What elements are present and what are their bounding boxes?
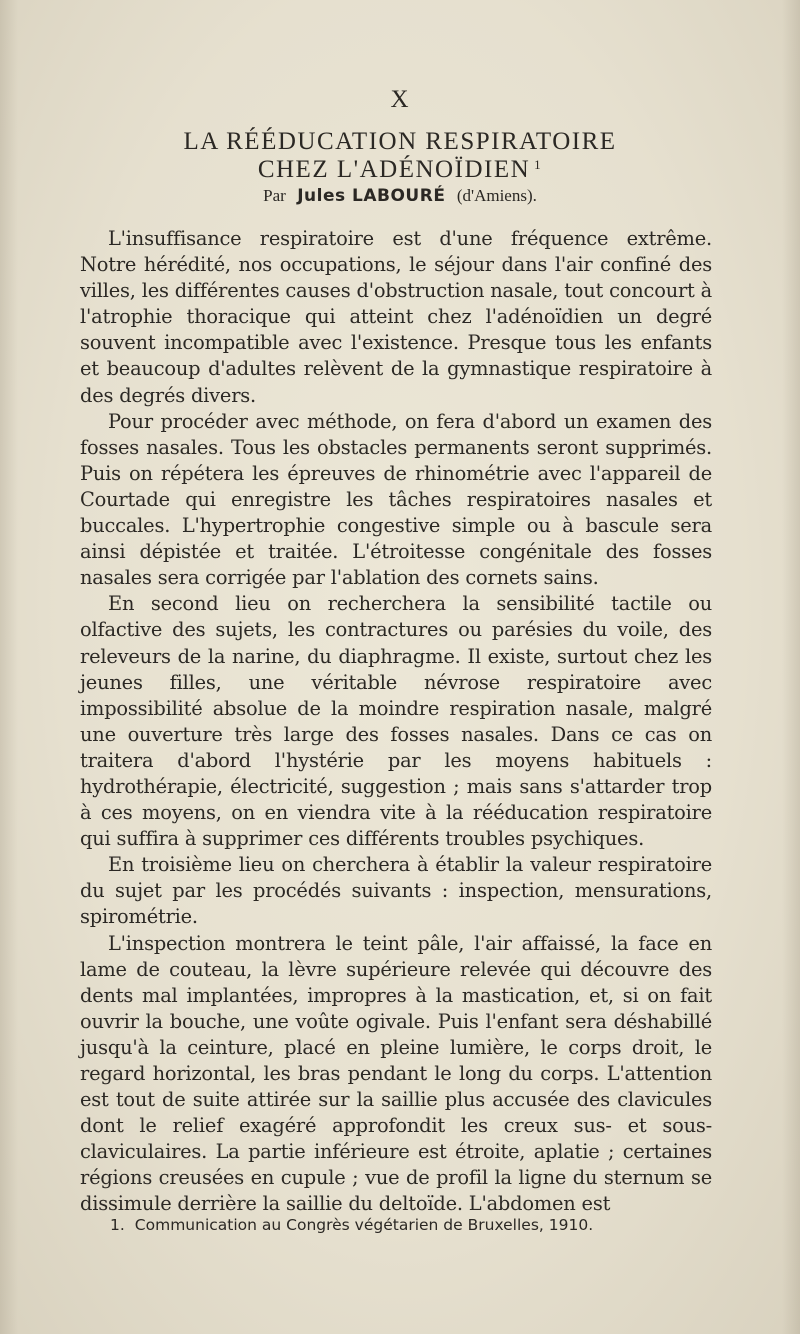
paragraph: Pour procéder avec méthode, on fera d'abord un examen des fosses nasales. Tous les obstacles permanents seront supprimés. Puis on répétera les épreuves de rhinométrie avec l'appareil de Courtade qui enregistre les tâches respiratoires nasales et buccales. L'hypertrophie congestive simple ou à bascule sera ainsi dépistée et traitée. L'étroitesse congénitale des fosses nasales sera corrigée par l'ablation des cornets sains. bbox=[80, 409, 712, 590]
chapter-number: X bbox=[390, 86, 410, 113]
article-body bbox=[80, 226, 712, 1218]
footnote-mark: 1. bbox=[110, 1216, 125, 1234]
article-title-line-1: LA RÉÉDUCATION RESPIRATOIRE bbox=[183, 128, 617, 155]
title-footnote-mark: 1 bbox=[534, 157, 543, 172]
paragraph: En second lieu on recherchera la sensibilité tactile ou olfactive des sujets, les contractures ou parésies du voile, des releveurs de la narine, du diaphragme. Il existe, surtout chez les jeunes filles, une véritable névrose respiratoire avec impossibilité absolue de la moindre respiration nasale, malgré une ouverture très large des fosses nasales. Dans ce cas on traitera d'abord l'hystérie par les moyens habituels : hydrothérapie, électricité, suggestion ; mais sans s'attarder trop à ces moyens, on en viendra vite à la rééducation respiratoire qui suffira à supprimer ces différents troubles psychiques. bbox=[80, 592, 712, 851]
article-title-line-2-text: CHEZ L'ADÉNOÏDIEN bbox=[257, 156, 531, 183]
author-name: Jules LABOURÉ bbox=[297, 186, 446, 206]
paragraph: L'inspection montrera le teint pâle, l'air affaissé, la face en lame de couteau, la lèvre supérieure relevée qui découvre des dents mal implantées, impropres à la mastication, et, si on fait ouvrir la bouche, une voûte ogivale. Puis l'enfant sera déshabillé jusqu'à la ceinture, placé en pleine lumière, le corps droit, le regard horizontal, les bras pendant le long du corps. L'attention est tout de suite attirée sur la saillie plus accusée des clavicules dont le relief exagéré approfondit les creux sus- et sous-claviculaires. La partie inférieure est étroite, aplatie ; certaines régions creusées en cupule ; vue de profil la ligne du sternum se dissimule derrière la saillie du deltoïde. L'abdomen est bbox=[80, 931, 712, 1216]
paragraph: En troisième lieu on cherchera à établir la valeur respiratoire du sujet par les procédés suivants : inspection, mensurations, spirométrie. bbox=[80, 853, 712, 929]
footnote-text: Communication au Congrès végétarien de Bruxelles, 1910. bbox=[134, 1216, 594, 1234]
paragraph: L'insuffisance respiratoire est d'une fréquence extrême. Notre hérédité, nos occupations, le séjour dans l'air confiné des villes, les différentes causes d'obstruction nasale, tout concourt à l'atrophie thoracique qui atteint chez l'adénoïdien un degré souvent incompatible avec l'existence. Presque tous les enfants et beaucoup d'adultes relèvent de la gymnastique respiratoire à des degrés divers. bbox=[80, 227, 712, 407]
byline bbox=[0, 186, 800, 206]
article-title-line-2 bbox=[0, 156, 800, 184]
author-origin: (d'Amiens). bbox=[456, 186, 537, 205]
footnote bbox=[110, 1216, 593, 1234]
byline-prefix: Par bbox=[263, 186, 286, 205]
